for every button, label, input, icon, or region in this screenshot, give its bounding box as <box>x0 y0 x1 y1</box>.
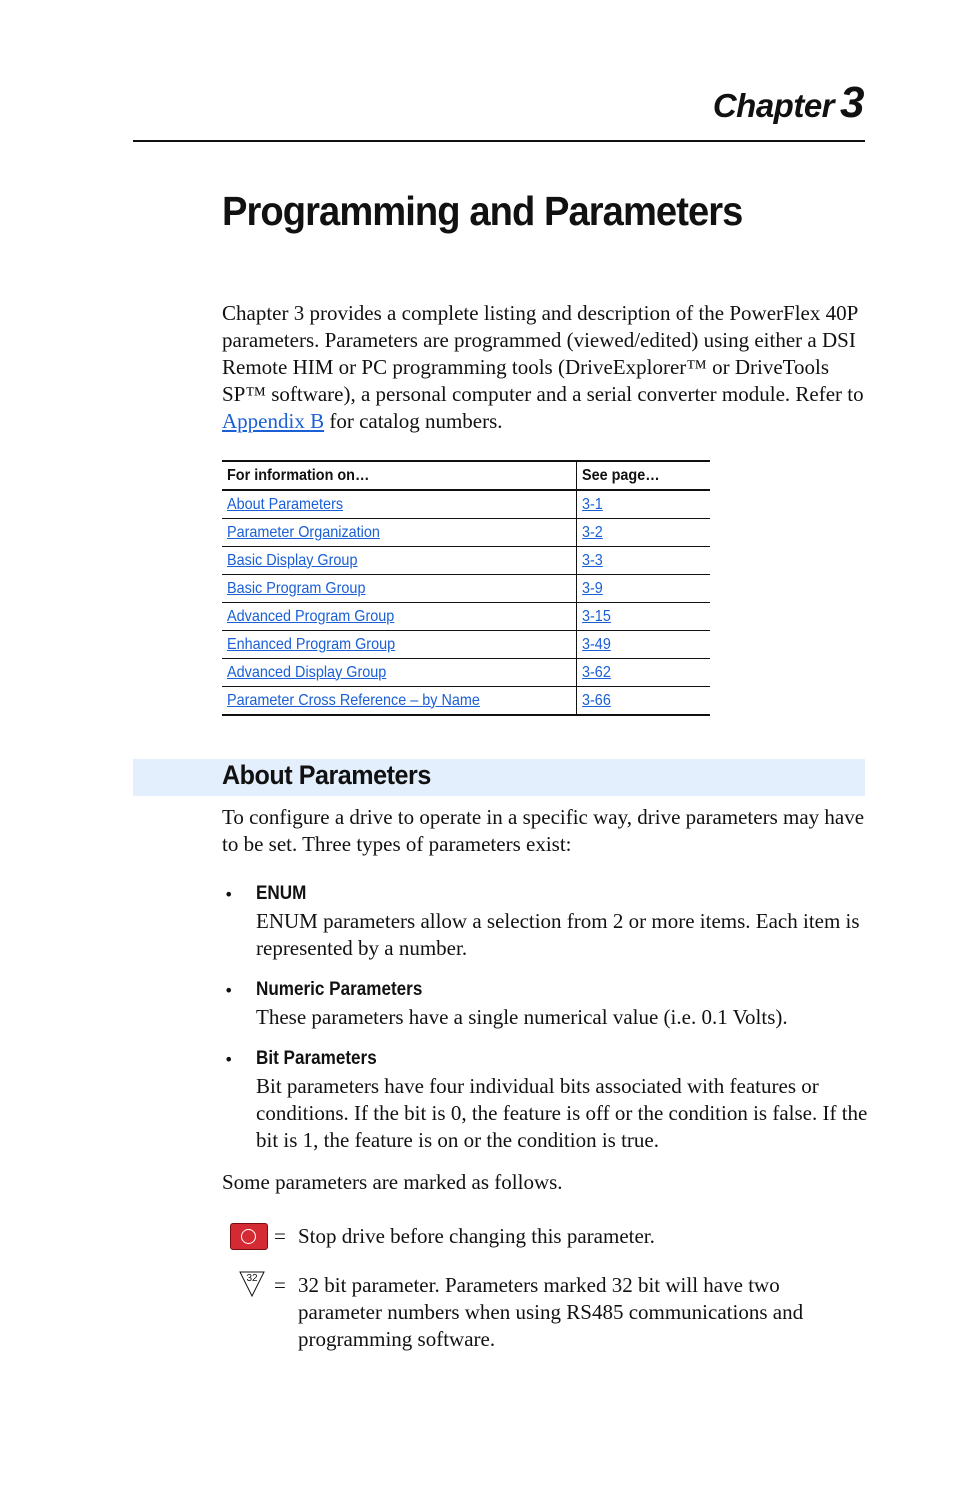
bullet-icon: • <box>224 981 234 1000</box>
32-bit-icon-label: 32 <box>246 1273 258 1284</box>
topic-link-basic-display-group[interactable]: Basic Display Group <box>227 551 358 569</box>
page-cell <box>577 490 711 519</box>
bullet-icon: • <box>224 1050 234 1069</box>
topic-link-enhanced-program-group[interactable]: Enhanced Program Group <box>227 635 396 653</box>
table-row <box>222 575 710 603</box>
legend-text: 32 bit parameter. Parameters marked 32 bit will have two parameter numbers when using RS485 communications and programming software. <box>298 1273 804 1351</box>
topic-cell <box>222 490 577 519</box>
list-item-term: ENUM <box>256 883 307 904</box>
topic-table-header <box>222 461 710 490</box>
topic-link-advanced-program-group[interactable]: Advanced Program Group <box>227 607 395 625</box>
legend-equals: = <box>274 1224 286 1248</box>
topic-table <box>222 460 710 716</box>
list-item-description: Bit parameters have four individual bits associated with features or conditions. If the bit is 0, the feature is off or the condition is false. If the bit is 1, the feature is on or the condition is true. <box>256 1074 868 1152</box>
about-parameters-heading: About Parameters <box>222 760 431 790</box>
page-link[interactable]: 3-15 <box>582 607 611 625</box>
topic-cell <box>222 631 577 659</box>
page-link[interactable]: 3-3 <box>582 551 603 569</box>
topic-cell <box>222 659 577 687</box>
about-intro-paragraph: To configure a drive to operate in a specific way, drive parameters may have to be set. Three types of parameters exist: <box>222 805 865 856</box>
chapter-word: Chapter <box>712 87 835 124</box>
table-row <box>222 547 710 575</box>
topic-link-about-parameters[interactable]: About Parameters <box>227 495 344 513</box>
page-column-header: See page… <box>577 461 711 490</box>
table-row <box>222 659 710 687</box>
page-title: Programming and Parameters <box>222 188 743 234</box>
page-cell <box>577 631 711 659</box>
legend-equals: = <box>274 1273 286 1297</box>
stop-drive-icon <box>230 1223 268 1250</box>
chapter-label <box>713 78 864 128</box>
chapter-divider <box>133 140 865 142</box>
chapter-number: 3 <box>840 78 864 127</box>
page-cell <box>577 519 711 547</box>
topic-link-advanced-display-group[interactable]: Advanced Display Group <box>227 663 387 681</box>
topic-link-parameter-organization[interactable]: Parameter Organization <box>227 523 380 541</box>
page-link[interactable]: 3-9 <box>582 579 603 597</box>
table-row <box>222 687 710 716</box>
page-link[interactable]: 3-49 <box>582 635 611 653</box>
table-row <box>222 490 710 519</box>
legend-text: Stop drive before changing this parameter. <box>298 1224 655 1248</box>
list-item-term: Bit Parameters <box>256 1048 377 1069</box>
page-cell <box>577 687 711 716</box>
page-cell <box>577 547 711 575</box>
page-link[interactable]: 3-62 <box>582 663 611 681</box>
list-item-description: ENUM parameters allow a selection from 2 or more items. Each item is represented by a number. <box>256 909 860 960</box>
page-link[interactable]: 3-66 <box>582 691 611 709</box>
appendix-b-link[interactable]: Appendix B <box>222 409 325 433</box>
bullet-icon: • <box>224 885 234 904</box>
topic-column-header: For information on… <box>222 461 577 490</box>
marking-intro: Some parameters are marked as follows. <box>222 1170 563 1194</box>
intro-paragraph <box>222 300 867 435</box>
topic-cell <box>222 547 577 575</box>
page-cell <box>577 659 711 687</box>
page-link[interactable]: 3-2 <box>582 523 603 541</box>
topic-cell <box>222 575 577 603</box>
32-bit-icon <box>238 1270 266 1298</box>
page-cell <box>577 575 711 603</box>
topic-cell <box>222 687 577 716</box>
intro-text-after-link: for catalog numbers. <box>324 409 503 433</box>
table-row <box>222 519 710 547</box>
topic-link-parameter-cross-reference[interactable]: Parameter Cross Reference – by Name <box>227 691 480 709</box>
topic-cell <box>222 603 577 631</box>
list-item-term: Numeric Parameters <box>256 979 423 1000</box>
list-item-description: These parameters have a single numerical value (i.e. 0.1 Volts). <box>256 1005 788 1029</box>
topic-cell <box>222 519 577 547</box>
page-cell <box>577 603 711 631</box>
intro-text-before-link: Chapter 3 provides a complete listing and description of the PowerFlex 40P parameters. Parameters are programmed (viewed/edited) using either a DSI Remote HIM or PC programming tools (DriveExplorer™ or DriveTools SP™ software), a personal computer and a serial converter module. Refer to <box>222 301 864 406</box>
table-row <box>222 603 710 631</box>
table-row <box>222 631 710 659</box>
topic-link-basic-program-group[interactable]: Basic Program Group <box>227 579 366 597</box>
page-link[interactable]: 3-1 <box>582 495 603 513</box>
